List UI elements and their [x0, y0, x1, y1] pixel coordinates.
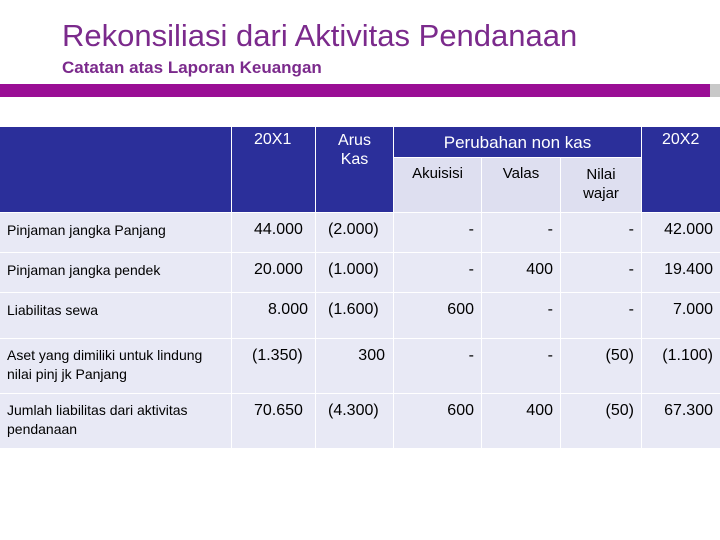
header-akuisisi: Akuisisi: [394, 158, 481, 212]
cell-value: 600: [394, 394, 481, 448]
cell-value: (1.350): [232, 339, 315, 393]
cell-value: 70.650: [232, 394, 315, 448]
slide-subtitle: Catatan atas Laporan Keuangan: [62, 58, 322, 77]
cell-value: 20.000: [232, 253, 315, 292]
header-valas: Valas: [482, 158, 560, 212]
cell-value: (1.600): [316, 293, 393, 338]
cell-value: -: [482, 213, 560, 252]
header-blank-cell: [0, 127, 231, 212]
cell-value: (1.100): [642, 339, 720, 393]
cell-value: 44.000: [232, 213, 315, 252]
cell-value: (50): [561, 394, 641, 448]
cell-value: (50): [561, 339, 641, 393]
cell-value: -: [394, 253, 481, 292]
row-label: Liabilitas sewa: [0, 293, 231, 338]
cell-value: -: [482, 293, 560, 338]
row-label: Jumlah liabilitas dari aktivitas pendanaan: [0, 394, 231, 448]
cell-value: 400: [482, 253, 560, 292]
cell-value: -: [394, 213, 481, 252]
cell-value: 8.000: [232, 293, 315, 338]
cell-value: -: [561, 213, 641, 252]
slide-title: Rekonsiliasi dari Aktivitas Pendanaan: [62, 18, 578, 53]
cell-value: 19.400: [642, 253, 720, 292]
cell-value: 400: [482, 394, 560, 448]
row-label: Aset yang dimiliki untuk lindung nilai pinj jk Panjang: [0, 339, 231, 393]
cell-value: (4.300): [316, 394, 393, 448]
cell-value: 67.300: [642, 394, 720, 448]
cell-value: 300: [316, 339, 393, 393]
header-arus-kas: Arus Kas: [316, 127, 393, 212]
cell-value: -: [561, 253, 641, 292]
row-label: Pinjaman jangka Panjang: [0, 213, 231, 252]
row-label: Pinjaman jangka pendek: [0, 253, 231, 292]
title-rule: [0, 84, 720, 97]
cell-value: -: [394, 339, 481, 393]
header-20x1: 20X1: [232, 127, 315, 212]
title-rule-end: [710, 84, 720, 97]
cell-value: (2.000): [316, 213, 393, 252]
header-perubahan-non-kas: Perubahan non kas: [394, 127, 641, 157]
cell-value: 7.000: [642, 293, 720, 338]
cell-value: -: [482, 339, 560, 393]
cell-value: 42.000: [642, 213, 720, 252]
cell-value: 600: [394, 293, 481, 338]
cell-value: (1.000): [316, 253, 393, 292]
cell-value: -: [561, 293, 641, 338]
header-20x2: 20X2: [642, 127, 720, 212]
header-nilai-wajar: Nilai wajar: [561, 158, 641, 212]
